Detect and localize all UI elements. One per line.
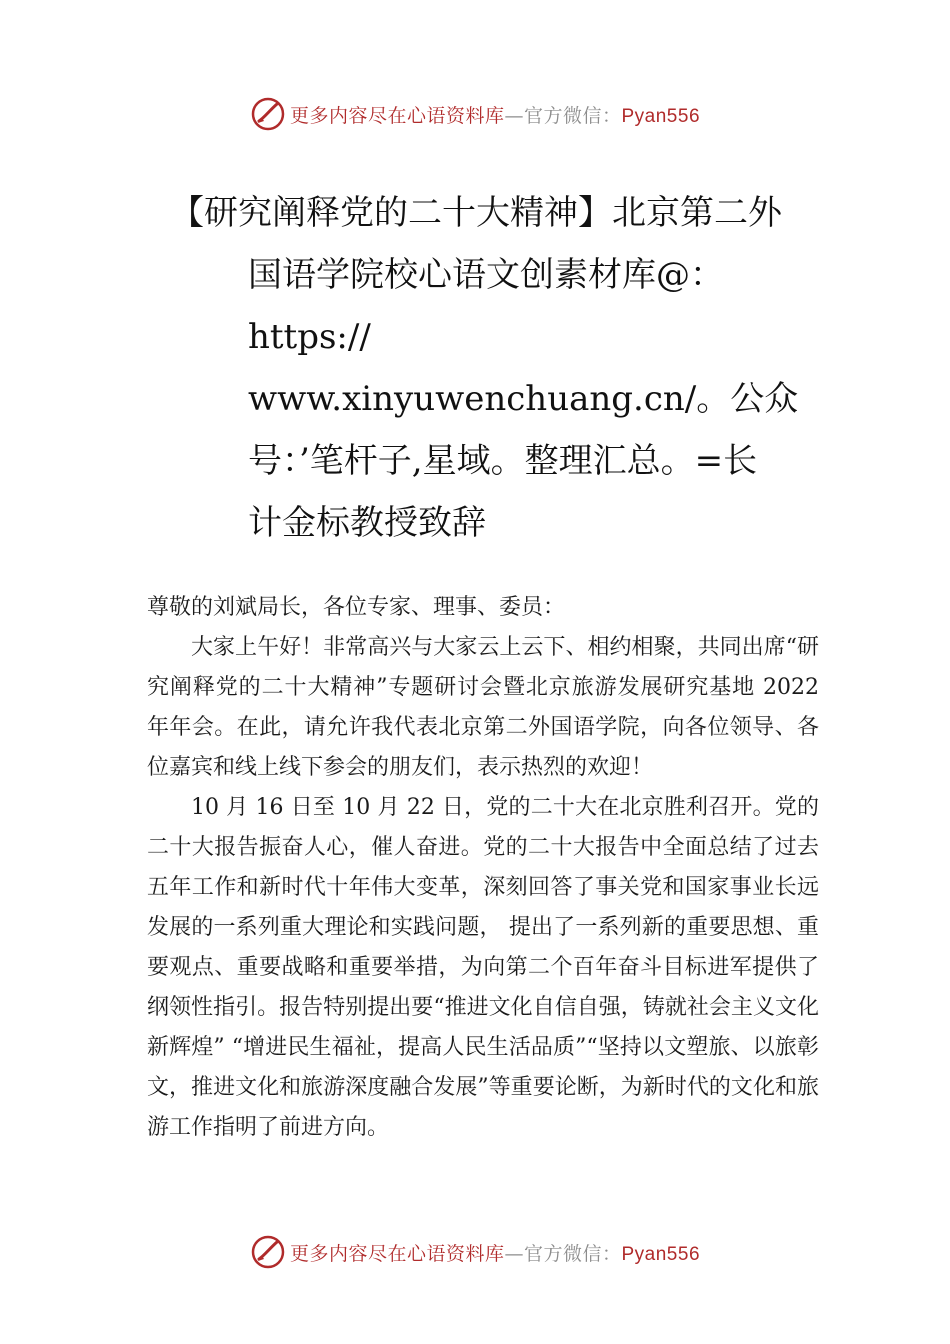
paragraph: 大家上午好！非常高兴与大家云上云下、相约相聚，共同出席“研究阐释党的二十大精神”专题研讨会暨北京旅游发展研究基地 2022 年年会。在此，请允许我代表北京第二外国语学院，向各位领导、各位嘉宾和线上线下参会的朋友们，表示热烈的欢迎！ [147, 635, 819, 780]
title-line: 计金标教授致辞 [248, 503, 486, 543]
watermark-brand: 更多内容尽在心语资料库 [289, 104, 505, 127]
speech-body [147, 588, 819, 1148]
watermark-wechat-id: Pyan556 [621, 1243, 701, 1265]
watermark-wechat-label: —官方微信： [504, 1242, 622, 1265]
salutation: 尊敬的刘斌局长，各位专家、理事、委员： [147, 595, 566, 620]
watermark-brand: 更多内容尽在心语资料库 [289, 1242, 505, 1265]
watermark-text [290, 1239, 700, 1266]
title-line: 号：’笔杆子,星域。整理汇总。=长 [248, 441, 758, 481]
title-line: www.xinyuwenchuang.cn/。公众 [248, 379, 799, 419]
watermark-wechat-id: Pyan556 [621, 105, 701, 127]
title-line: 【研究阐释党的二十大精神】北京第二外 [170, 193, 782, 233]
footer-watermark [0, 1232, 950, 1272]
document-title [0, 182, 950, 554]
pen-logo-icon [250, 96, 286, 132]
title-line: 国语学院校心语文创素材库@： [248, 255, 724, 295]
title-line: https:// [248, 317, 371, 357]
watermark-wechat-label: —官方微信： [504, 104, 622, 127]
watermark-text [290, 101, 700, 128]
paragraph: 10 月 16 日至 10 月 22 日，党的二十大在北京胜利召开。党的二十大报告振奋人心，催人奋进。党的二十大报告中全面总结了过去五年工作和新时代十年伟大变革，深刻回答了事关党和国家事业长远发展的一系列重大理论和实践问题， 提出了一系列新的重要思想、重要观点、重要战略和重要举措，为向第二个百年奋斗目标进军提供了纲领性指引。报告特别提出要“推进文化自信自强，铸就社会主义文化新辉煌” “增进民生福祉，提高人民生活品质”“坚持以文塑旅、以旅彰文，推进文化和旅游深度融合发展”等重要论断，为新时代的文化和旅游工作指明了前进方向。 [147, 795, 819, 1140]
header-watermark [0, 94, 950, 134]
pen-logo-icon [250, 1234, 286, 1270]
